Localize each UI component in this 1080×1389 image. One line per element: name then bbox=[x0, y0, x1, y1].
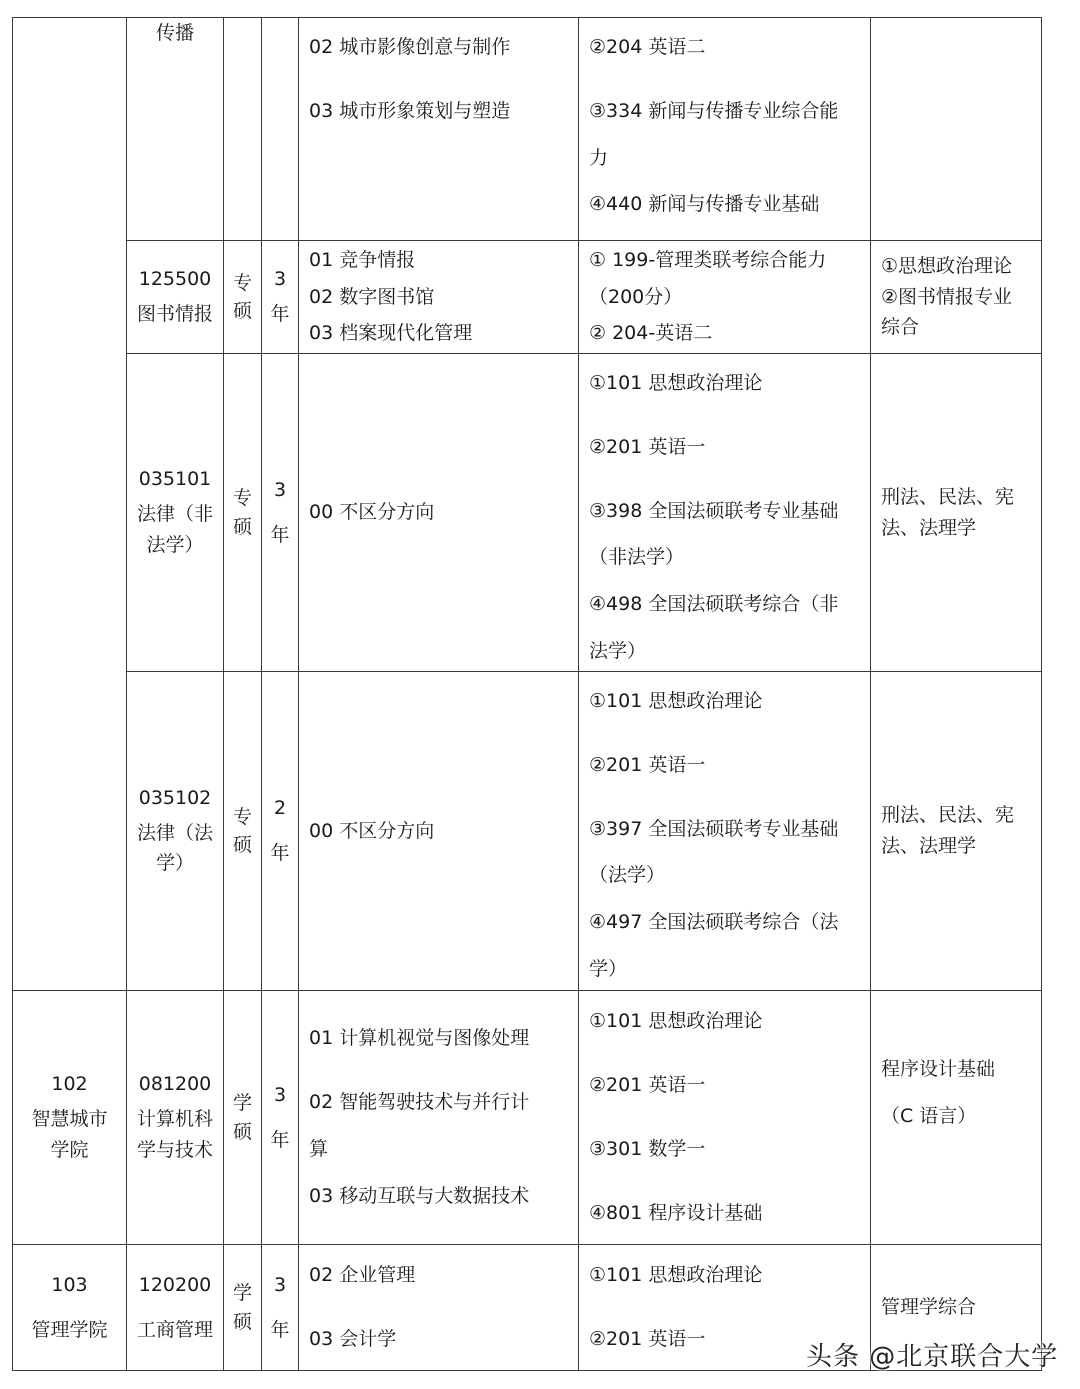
retest-item: 管理学综合 bbox=[881, 1296, 977, 1319]
major-cell bbox=[127, 18, 224, 241]
exam-item: ④498 全国法硕联考综合（非 bbox=[589, 593, 839, 616]
exam-item: 力 bbox=[589, 146, 609, 169]
exam-item: ①101 思想政治理论 bbox=[589, 1010, 763, 1033]
college-name: 管理学院 bbox=[31, 1318, 108, 1341]
years-number: 3 bbox=[273, 478, 287, 501]
retest-item: 法、法理学 bbox=[881, 835, 977, 857]
years-unit: 年 bbox=[270, 1318, 290, 1341]
major-name: 法学） bbox=[146, 533, 204, 556]
exam-item: ①101 思想政治理论 bbox=[589, 372, 763, 394]
retest-item: 法、法理学 bbox=[881, 516, 977, 539]
directions-cell bbox=[299, 241, 579, 354]
exam-item: ④497 全国法硕联考综合（法 bbox=[589, 911, 839, 934]
retest-item: ①思想政治理论 bbox=[881, 254, 1013, 277]
direction-item: 02 智能驾驶技术与并行计 bbox=[309, 1091, 530, 1114]
exam-item: ①101 思想政治理论 bbox=[589, 690, 763, 712]
major-cell bbox=[127, 991, 224, 1245]
years-cell bbox=[262, 18, 299, 241]
years-unit: 年 bbox=[270, 303, 290, 325]
major-name: 图书情报 bbox=[136, 303, 213, 325]
degree-type: 学硕 bbox=[232, 1092, 252, 1143]
years-cell bbox=[262, 672, 299, 991]
major-code: 120200 bbox=[138, 1273, 212, 1296]
exam-item: ②201 英语一 bbox=[589, 435, 706, 458]
exam-item: ①101 思想政治理论 bbox=[589, 1264, 763, 1287]
exam-cell bbox=[579, 354, 871, 672]
table-row bbox=[13, 241, 1042, 354]
direction-item: 算 bbox=[309, 1138, 329, 1160]
exam-item: ②201 英语一 bbox=[589, 1074, 706, 1097]
major-name: 工商管理 bbox=[136, 1318, 213, 1341]
degree-cell bbox=[224, 991, 262, 1245]
exam-item: ② 204-英语二 bbox=[589, 322, 713, 345]
exam-item: 学） bbox=[589, 957, 628, 980]
retest-item: 程序设计基础 bbox=[881, 1057, 996, 1080]
degree-cell bbox=[224, 354, 262, 672]
direction-item: 00 不区分方向 bbox=[309, 819, 435, 842]
retest-item: ②图书情报专业 bbox=[881, 285, 1013, 308]
years-unit: 年 bbox=[270, 523, 290, 546]
years-cell bbox=[262, 1245, 299, 1371]
direction-item: 03 会计学 bbox=[309, 1328, 397, 1350]
direction-item: 03 档案现代化管理 bbox=[309, 322, 473, 345]
college-code: 102 bbox=[51, 1073, 88, 1096]
degree-type: 专硕 bbox=[232, 271, 252, 322]
major-name: 计算机科 bbox=[136, 1108, 213, 1131]
direction-item: 01 竞争情报 bbox=[309, 248, 416, 271]
retest-cell bbox=[871, 672, 1042, 991]
table-row bbox=[13, 991, 1042, 1245]
college-code: 103 bbox=[51, 1273, 88, 1296]
major-cell bbox=[127, 1245, 224, 1371]
table-row bbox=[13, 18, 1042, 241]
exam-cell bbox=[579, 991, 871, 1245]
direction-item: 02 企业管理 bbox=[309, 1264, 416, 1287]
directions-cell bbox=[299, 991, 579, 1245]
major-code: 035102 bbox=[138, 786, 212, 809]
exam-item: ②204 英语二 bbox=[589, 36, 706, 58]
exam-item: ②201 英语一 bbox=[589, 753, 706, 776]
degree-cell bbox=[224, 241, 262, 354]
watermark: 头条 @北京联合大学 bbox=[806, 1342, 1059, 1372]
degree-type: 专硕 bbox=[232, 805, 252, 856]
retest-item: 刑法、民法、宪 bbox=[881, 485, 1015, 508]
exam-item: ③334 新闻与传播专业综合能 bbox=[589, 99, 839, 122]
major-name: 学与技术 bbox=[136, 1138, 213, 1161]
retest-item: 综合 bbox=[881, 316, 920, 339]
major-cell bbox=[127, 672, 224, 991]
retest-item: （C 语言） bbox=[881, 1104, 977, 1127]
retest-cell bbox=[871, 18, 1042, 241]
exam-item: ④801 程序设计基础 bbox=[589, 1201, 763, 1224]
retest-cell bbox=[871, 354, 1042, 672]
exam-cell bbox=[579, 672, 871, 991]
college-name: 智慧城市 bbox=[31, 1108, 108, 1131]
directions-cell bbox=[299, 672, 579, 991]
exam-item: ③397 全国法硕联考专业基础 bbox=[589, 817, 839, 840]
table-row bbox=[13, 354, 1042, 672]
direction-item: 01 计算机视觉与图像处理 bbox=[309, 1027, 530, 1050]
degree-cell bbox=[224, 672, 262, 991]
exam-item: ②201 英语一 bbox=[589, 1328, 706, 1350]
admissions-table bbox=[12, 17, 1042, 1371]
degree-type: 专硕 bbox=[232, 487, 252, 538]
exam-item: ③301 数学一 bbox=[589, 1138, 706, 1160]
table-row bbox=[13, 672, 1042, 991]
direction-item: 02 数字图书馆 bbox=[309, 285, 435, 308]
major-code: 081200 bbox=[138, 1073, 212, 1096]
exam-item: ④440 新闻与传播专业基础 bbox=[589, 193, 820, 216]
exam-item: ① 199-管理类联考综合能力 bbox=[589, 248, 827, 271]
exam-item: （200分） bbox=[589, 285, 683, 308]
major-name: 法律（非 bbox=[136, 503, 213, 526]
exam-cell bbox=[579, 241, 871, 354]
directions-cell bbox=[299, 18, 579, 241]
years-cell bbox=[262, 241, 299, 354]
years-number: 2 bbox=[273, 797, 287, 820]
college-cell bbox=[13, 991, 127, 1245]
years-number: 3 bbox=[273, 1083, 287, 1106]
major-name: 学） bbox=[155, 852, 194, 875]
college-name: 学院 bbox=[50, 1138, 89, 1161]
exam-item: ③398 全国法硕联考专业基础 bbox=[589, 499, 839, 522]
direction-item: 00 不区分方向 bbox=[309, 501, 435, 524]
degree-type: 学硕 bbox=[232, 1282, 252, 1333]
exam-item: 法学） bbox=[589, 639, 647, 662]
college-cell bbox=[13, 1245, 127, 1371]
retest-cell bbox=[871, 241, 1042, 354]
major-name: 法律（法 bbox=[136, 821, 213, 844]
major-code: 125500 bbox=[138, 268, 212, 291]
major-name: 传播 bbox=[155, 22, 194, 44]
years-number: 3 bbox=[273, 268, 287, 291]
direction-item: 03 城市形象策划与塑造 bbox=[309, 99, 511, 122]
years-cell bbox=[262, 991, 299, 1245]
years-unit: 年 bbox=[270, 1128, 290, 1151]
exam-item: （非法学） bbox=[589, 546, 685, 569]
years-unit: 年 bbox=[270, 842, 290, 864]
directions-cell bbox=[299, 354, 579, 672]
college-cell bbox=[13, 18, 127, 991]
years-cell bbox=[262, 354, 299, 672]
directions-cell bbox=[299, 1245, 579, 1371]
exam-cell bbox=[579, 18, 871, 241]
major-cell bbox=[127, 241, 224, 354]
retest-item: 刑法、民法、宪 bbox=[881, 804, 1015, 827]
degree-cell bbox=[224, 1245, 262, 1371]
degree-cell bbox=[224, 18, 262, 241]
exam-item: （法学） bbox=[589, 864, 666, 887]
major-cell bbox=[127, 354, 224, 672]
years-number: 3 bbox=[273, 1273, 287, 1296]
retest-cell bbox=[871, 991, 1042, 1245]
direction-item: 03 移动互联与大数据技术 bbox=[309, 1184, 530, 1207]
direction-item: 02 城市影像创意与制作 bbox=[309, 36, 511, 58]
major-code: 035101 bbox=[138, 468, 212, 491]
